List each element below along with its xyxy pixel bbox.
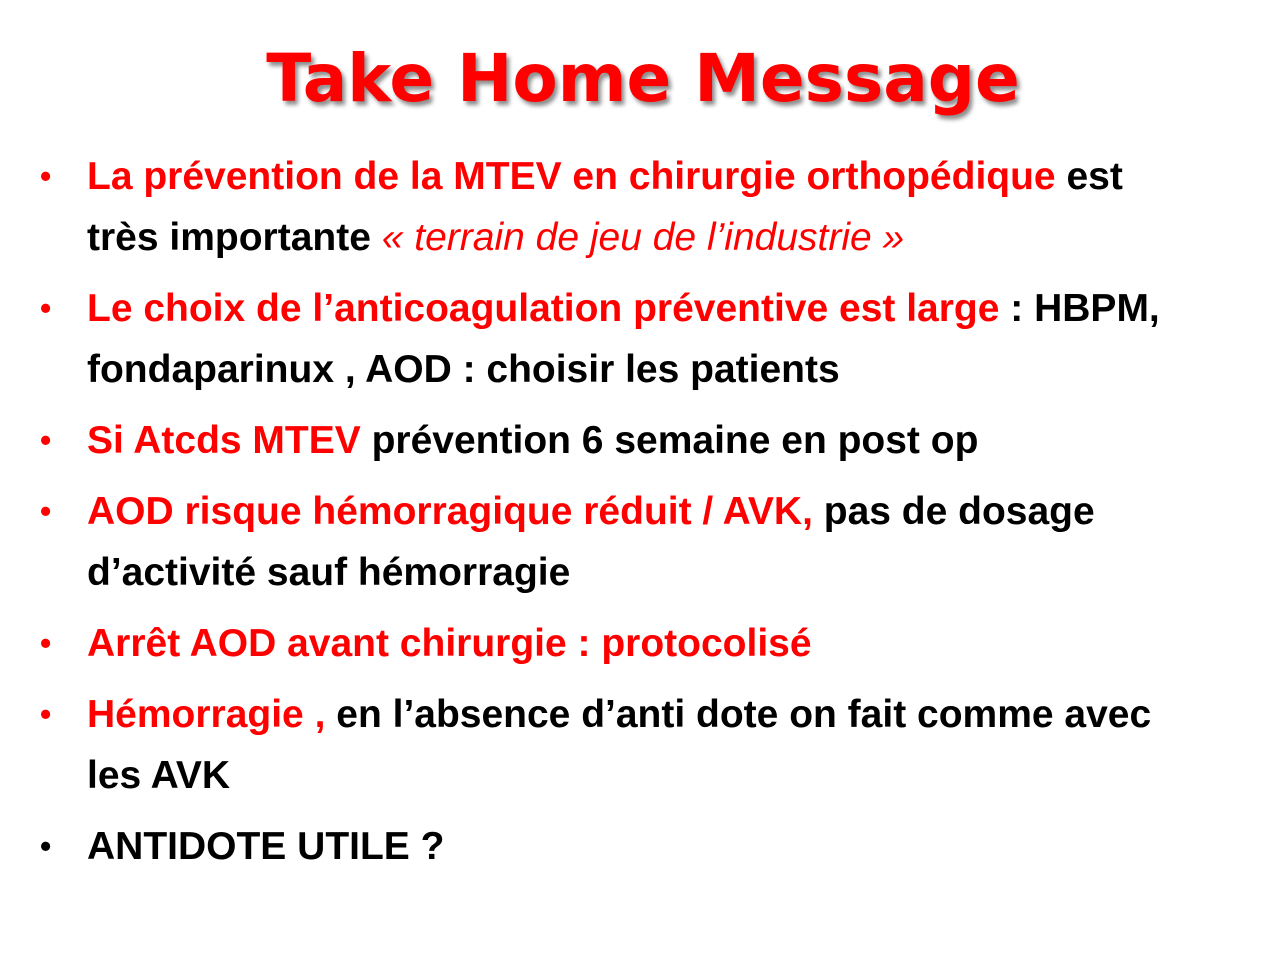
body-text: prévention 6 semaine en post op: [360, 419, 979, 462]
bullet-icon: •: [40, 696, 52, 732]
bullet-item-atcds: [36, 410, 1276, 471]
bullet-line: [87, 542, 1276, 603]
bullet-icon: •: [40, 422, 52, 458]
highlight-text: La prévention de la MTEV en chirurgie orthopédique: [87, 155, 1056, 198]
bullet-icon: •: [40, 828, 52, 864]
body-text: ANTIDOTE UTILE ?: [87, 825, 445, 868]
body-text: en l’absence d’anti dote on fait comme avec: [325, 693, 1152, 736]
bullet-item-aod-risk: [36, 481, 1276, 603]
bullet-line: [87, 613, 1276, 674]
highlight-text: Le choix de l’anticoagulation préventive est large: [87, 287, 1000, 330]
bullet-icon: •: [40, 625, 52, 661]
highlight-text: Si Atcds MTEV: [87, 419, 361, 462]
bullet-item-prevention: [36, 146, 1276, 268]
highlight-text: AOD risque hémorragique réduit / AVK,: [87, 490, 813, 533]
body-text: : HBPM,: [999, 287, 1160, 330]
bullet-item-hemorragie: [36, 684, 1276, 806]
bullet-line: [87, 745, 1276, 806]
body-text: les AVK: [87, 754, 231, 797]
bullet-line: [87, 410, 1276, 471]
bullet-list: [36, 146, 1276, 887]
highlight-text: Hémorragie ,: [87, 693, 326, 736]
body-text: fondaparinux , AOD : choisir les patients: [87, 348, 840, 391]
bullet-line: [87, 278, 1276, 339]
bullet-line: [87, 146, 1276, 207]
bullet-line: [87, 816, 1276, 877]
bullet-icon: •: [40, 290, 52, 326]
quote-text: « terrain de jeu de l’industrie »: [381, 216, 905, 259]
bullet-line: [87, 207, 1276, 268]
bullet-line: [87, 339, 1276, 400]
body-text: très importante: [87, 216, 382, 259]
body-text: pas de dosage: [812, 490, 1095, 533]
bullet-line: [87, 481, 1276, 542]
highlight-text: Arrêt AOD avant chirurgie : protocolisé: [87, 622, 812, 665]
bullet-icon: •: [40, 158, 52, 194]
body-text: est: [1055, 155, 1123, 198]
slide-title: Take Home Message: [266, 40, 1020, 117]
bullet-item-antidote: [36, 816, 1276, 877]
bullet-item-choice: [36, 278, 1276, 400]
bullet-line: [87, 684, 1276, 745]
body-text: d’activité sauf hémorragie: [87, 551, 571, 594]
bullet-icon: •: [40, 493, 52, 529]
bullet-item-arret-aod: [36, 613, 1276, 674]
